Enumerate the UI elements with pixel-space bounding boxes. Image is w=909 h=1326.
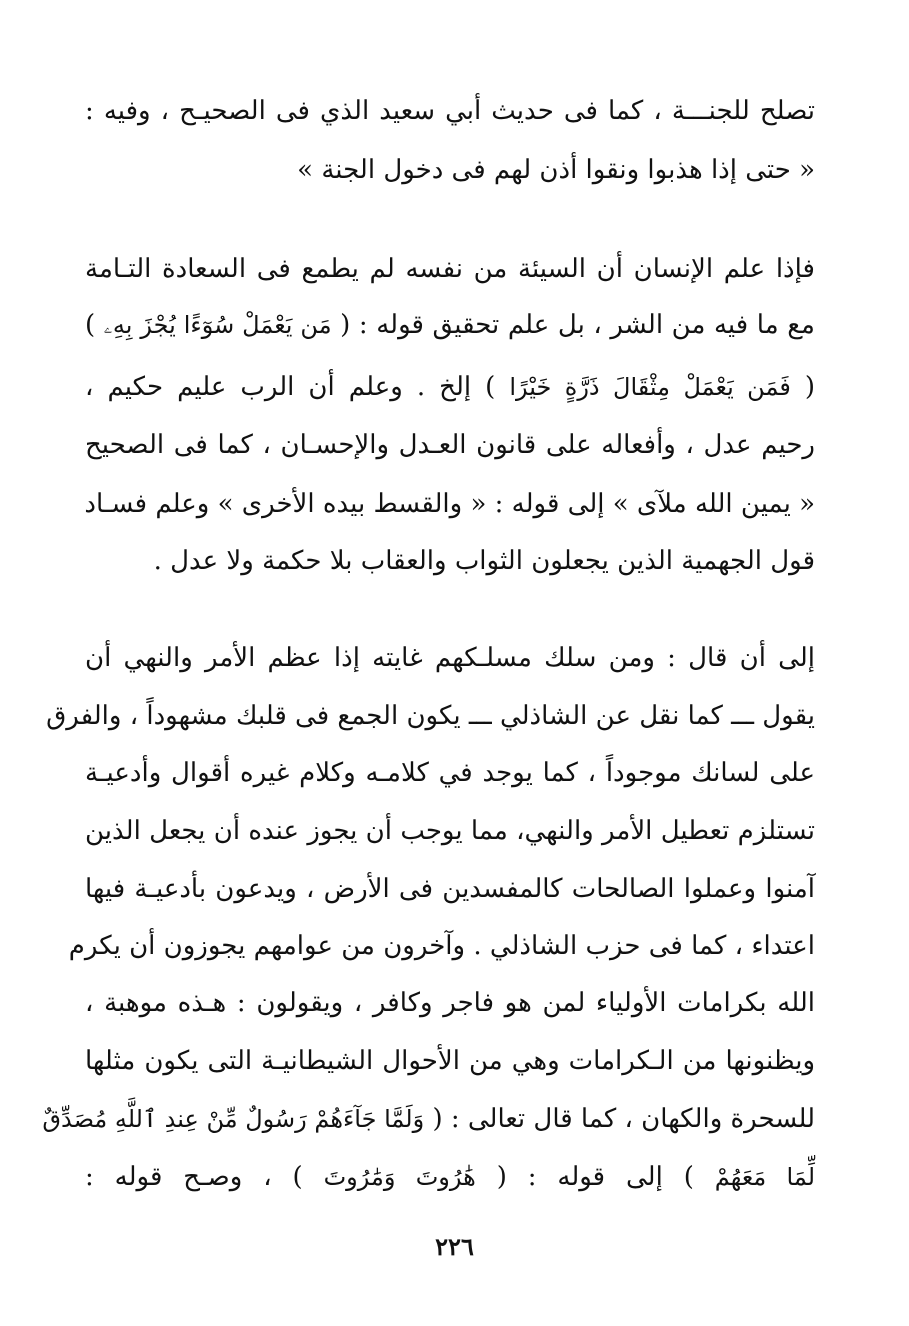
quran-verse: وَلَمَّا جَآءَهُمْ رَسُولٌ مِّنْ عِندِ ٱللَّهِ مُصَدِّقٌ	[42, 1105, 425, 1133]
text-line	[85, 305, 815, 349]
quran-verse: هَٰرُوتَ وَمَٰرُوتَ	[323, 1163, 476, 1191]
text-line	[85, 811, 815, 855]
text-line	[85, 425, 815, 469]
text-line	[85, 1157, 815, 1201]
text-segment: فإذا علم الإنسان أن السيئة من نفسه لم يطمع فى السعادة التـامة	[85, 254, 815, 284]
text-segment: قول الجهمية الذين يجعلون الثواب والعقاب بلا حكمة ولا عدل .	[153, 546, 815, 576]
text-segment: الله بكرامات الأولياء لمن هو فاجر وكافر ، ويقولون : هـذه موهبة ،	[85, 988, 815, 1018]
text-line	[85, 91, 815, 135]
text-segment: ) ، وصـح قوله :	[85, 1162, 303, 1192]
text-segment: )	[85, 310, 96, 340]
text-segment: (	[804, 372, 816, 402]
text-line	[42, 1099, 815, 1143]
text-line	[85, 367, 815, 411]
text-line	[68, 926, 815, 970]
text-segment: ويظنونها من الـكرامات وهي من الأحوال الشيطانيـة التى يكون مثلها	[85, 1046, 815, 1076]
text-segment: ) إلخ . وعلم أن الرب عليم حكيم ،	[85, 372, 496, 402]
text-segment: رحيم عدل ، وأفعاله على قانون العـدل والإحسـان ، كما فى الصحيح	[85, 430, 815, 460]
text-line	[85, 638, 815, 682]
text-line	[85, 541, 815, 585]
text-line	[46, 696, 815, 740]
text-segment: آمنوا وعملوا الصالحات كالمفسدين فى الأرض ، ويدعون بأدعيـة فيها	[85, 874, 815, 904]
text-line	[85, 869, 815, 913]
text-line	[85, 753, 815, 797]
text-line	[85, 249, 815, 293]
text-line	[85, 983, 815, 1027]
text-segment: مع ما فيه من الشر ، بل علم تحقيق قوله : (	[340, 310, 815, 340]
text-segment: على لسانك موجوداً ، كما يوجد في كلامـه وكلام غيره أقوال وأدعيـة	[85, 758, 815, 788]
text-segment: « حتى إذا هذبوا ونقوا أذن لهم فى دخول الجنة »	[297, 155, 815, 185]
quran-verse: فَمَن يَعْمَلْ مِثْقَالَ ذَرَّةٍ خَيْرًا	[509, 373, 791, 401]
text-segment: تصلح للجنـــة ، كما فى حديث أبي سعيد الذي فى الصحيـح ، وفيه :	[85, 96, 815, 126]
text-segment: « يمين الله ملآى » إلى قوله : « والقسط بيده الأخرى » وعلم فسـاد	[84, 489, 815, 519]
text-segment: للسحرة والكهان ، كما قال تعالى : (	[432, 1104, 815, 1134]
text-segment: يقول ـــ كما نقل عن الشاذلي ـــ يكون الجمع فى قلبك مشهوداً ، والفرق	[46, 701, 815, 731]
text-segment: تستلزم تعطيل الأمر والنهي، مما يوجب أن يجوز عنده أن يجعل الذين	[85, 816, 815, 846]
quran-verse: لِّمَا مَعَهُمْ	[714, 1163, 816, 1191]
text-line	[85, 150, 815, 194]
text-line	[85, 1041, 815, 1085]
page-number: ٢٢٦	[435, 1232, 474, 1261]
text-segment: إلى أن قال : ومن سلك مسلـكهم غايته إذا عظم الأمر والنهي أن	[85, 643, 815, 673]
quran-verse: مَن يَعْمَلْ سُوٓءًا يُجْزَ بِهِۦ	[103, 311, 332, 339]
text-segment: اعتداء ، كما فى حزب الشاذلي . وآخرون من عوامهم يجوزون أن يكرم	[68, 931, 815, 961]
text-line	[85, 484, 815, 528]
text-segment: ) إلى قوله : (	[496, 1162, 694, 1192]
